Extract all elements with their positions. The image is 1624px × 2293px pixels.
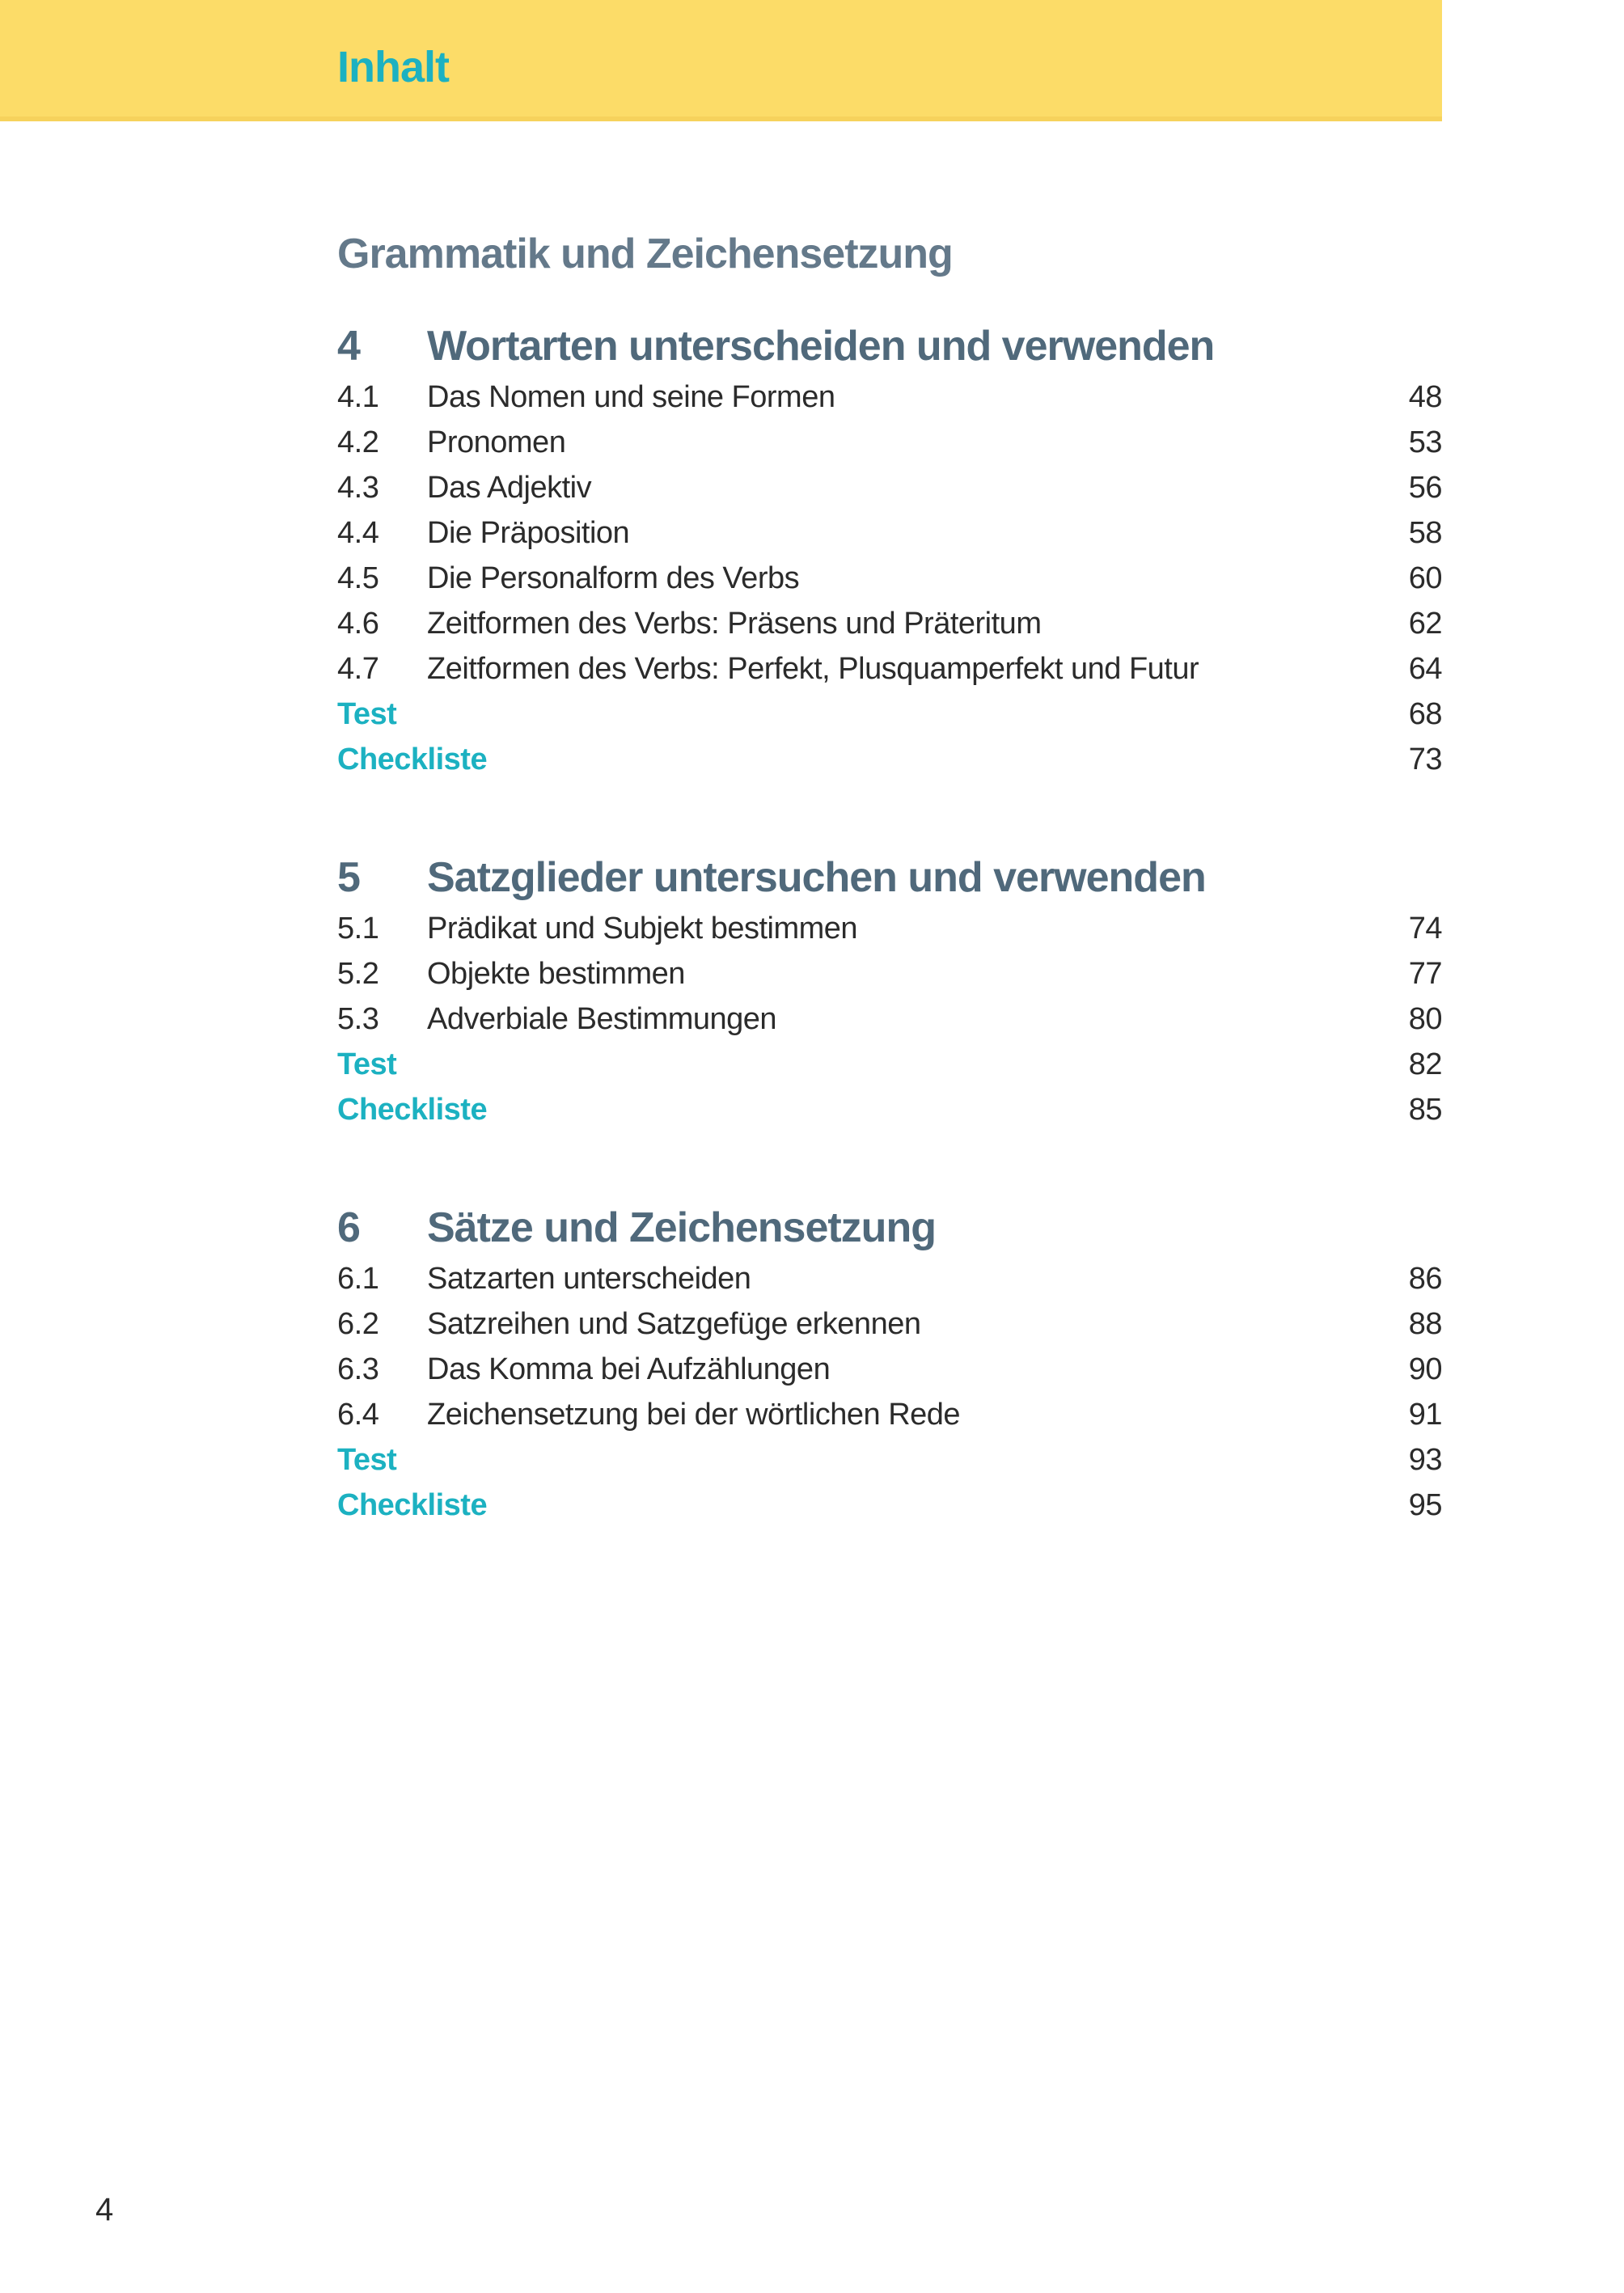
entry-number: 4.5 — [337, 561, 379, 595]
entry-number: 5.1 — [337, 912, 379, 946]
header-bar — [0, 0, 1442, 121]
entry-number: 6.3 — [337, 1352, 379, 1386]
entry-page: 91 — [1408, 1398, 1442, 1432]
toc-entry — [337, 737, 1442, 782]
entry-number: 4.2 — [337, 425, 379, 459]
toc-entry — [337, 692, 1442, 737]
entry-label: Pronomen — [427, 425, 566, 459]
entry-label: Die Personalform des Verbs — [427, 561, 800, 595]
entry-page: 53 — [1408, 425, 1442, 459]
entry-number: 4.6 — [337, 607, 379, 641]
entry-number: 5.3 — [337, 1002, 379, 1036]
toc-entry — [337, 1483, 1442, 1528]
chapter-title: Satzglieder untersuchen und verwenden — [427, 854, 1206, 901]
chapter-number: 6 — [337, 1204, 360, 1251]
chapter-heading — [337, 853, 1442, 902]
entry-number: 6.4 — [337, 1398, 379, 1432]
entry-label: Satzreihen und Satzgefüge erkennen — [427, 1307, 921, 1341]
chapter — [337, 1204, 1442, 1528]
entry-label: Adverbiale Bestimmungen — [427, 1002, 777, 1036]
entry-label: Prädikat und Subjekt bestimmen — [427, 912, 858, 946]
entry-page: 74 — [1408, 912, 1442, 946]
chapter-title: Wortarten unterscheiden und verwenden — [427, 323, 1215, 370]
chapter-number: 4 — [337, 323, 360, 370]
entry-page: 80 — [1408, 1002, 1442, 1036]
entry-number: 4.4 — [337, 516, 379, 550]
toc-entry — [337, 1437, 1442, 1483]
entry-page: 88 — [1408, 1307, 1442, 1341]
toc-content — [337, 121, 1442, 1528]
toc-entry — [337, 951, 1442, 996]
toc-entry — [337, 601, 1442, 646]
toc-entry — [337, 1256, 1442, 1301]
entry-number: 5.2 — [337, 957, 379, 991]
entry-label: Das Adjektiv — [427, 471, 592, 505]
entry-page: 73 — [1408, 742, 1442, 776]
toc-entry — [337, 1392, 1442, 1437]
entry-page: 62 — [1408, 607, 1442, 641]
entry-page: 95 — [1408, 1488, 1442, 1522]
entry-page: 90 — [1408, 1352, 1442, 1386]
chapter-entries — [337, 906, 1442, 1132]
entry-label: Die Präposition — [427, 516, 630, 550]
toc-entry — [337, 1042, 1442, 1087]
entry-page: 56 — [1408, 471, 1442, 505]
entry-page: 60 — [1408, 561, 1442, 595]
toc-entry — [337, 646, 1442, 692]
entry-label: Zeichensetzung bei der wörtlichen Rede — [427, 1398, 961, 1432]
entry-number: 4.1 — [337, 380, 379, 414]
toc-entry — [337, 510, 1442, 556]
entry-number: 6.2 — [337, 1307, 379, 1341]
entry-page: 82 — [1408, 1047, 1442, 1081]
toc-entry — [337, 996, 1442, 1042]
entry-page: 58 — [1408, 516, 1442, 550]
entry-label: Das Nomen und seine Formen — [427, 380, 835, 414]
entry-page: 85 — [1408, 1093, 1442, 1127]
entry-page: 77 — [1408, 957, 1442, 991]
entry-page: 48 — [1408, 380, 1442, 414]
entry-page: 64 — [1408, 652, 1442, 686]
entry-number: 6.1 — [337, 1262, 379, 1296]
entry-page: 68 — [1408, 697, 1442, 731]
entry-label: Das Komma bei Aufzählungen — [427, 1352, 831, 1386]
toc-entry — [337, 1347, 1442, 1392]
chapter-number: 5 — [337, 854, 360, 901]
entry-number: 4.7 — [337, 652, 379, 686]
toc-entry — [337, 374, 1442, 420]
entry-label: Test — [337, 1443, 397, 1477]
entry-label: Test — [337, 697, 397, 731]
section-title: Grammatik und Zeichensetzung — [337, 231, 953, 277]
entry-label: Satzarten unterscheiden — [427, 1262, 751, 1296]
chapter — [337, 853, 1442, 1132]
entry-label: Zeitformen des Verbs: Präsens und Präteritum — [427, 607, 1042, 641]
toc-entry — [337, 1301, 1442, 1347]
entry-label: Checkliste — [337, 1488, 488, 1522]
entry-page: 86 — [1408, 1262, 1442, 1296]
chapter — [337, 322, 1442, 782]
chapter-title: Sätze und Zeichensetzung — [427, 1204, 936, 1251]
page-number: 4 — [95, 2192, 114, 2227]
chapter-entries — [337, 374, 1442, 782]
chapter-list — [337, 322, 1442, 1528]
toc-entry — [337, 1087, 1442, 1132]
chapter-heading — [337, 1204, 1442, 1252]
toc-entry — [337, 906, 1442, 951]
entry-label: Checkliste — [337, 1093, 488, 1127]
chapter-heading — [337, 322, 1442, 370]
entry-number: 4.3 — [337, 471, 379, 505]
entry-label: Objekte bestimmen — [427, 957, 685, 991]
chapter-entries — [337, 1256, 1442, 1528]
entry-label: Test — [337, 1047, 397, 1081]
entry-label: Checkliste — [337, 742, 488, 776]
entry-page: 93 — [1408, 1443, 1442, 1477]
toc-entry — [337, 420, 1442, 465]
toc-entry — [337, 556, 1442, 601]
entry-label: Zeitformen des Verbs: Perfekt, Plusquamperfekt und Futur — [427, 652, 1199, 686]
toc-entry — [337, 465, 1442, 510]
page-title: Inhalt — [337, 43, 449, 91]
